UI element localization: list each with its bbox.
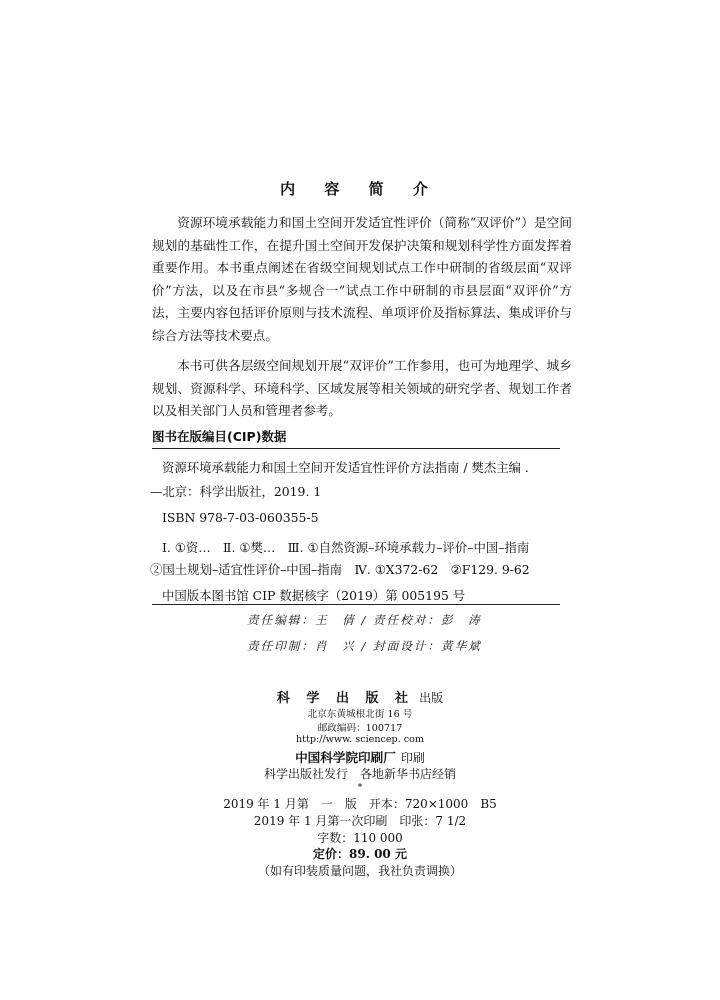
credits-printing-cover: 责任印制：肖 兴 / 封面设计：黄华斌 bbox=[247, 639, 482, 653]
colophon bbox=[0, 687, 720, 877]
publisher-url: http://www. sciencep. com bbox=[295, 734, 425, 745]
publisher-name: 科 学 出 版 社 bbox=[276, 691, 414, 706]
intro-body bbox=[152, 212, 572, 431]
cip-line-subject-2: ②国土规划–适宜性评价–中国–指南 Ⅳ. ①X372-62 ②F129. 9-62 bbox=[150, 562, 530, 577]
cip-line-title: 资源环境承载能力和国土空间开发适宜性评价方法指南 / 樊杰主编 . bbox=[162, 460, 529, 475]
cip-line-publisher: —北京：科学出版社，2019. 1 bbox=[150, 484, 322, 499]
intro-paragraph-1: 资源环境承载能力和国土空间开发适宜性评价（简称“双评价”）是空间规划的基础性工作，在提升国土空间开发保护决策和规划科学性方面发挥着重要作用。本书重点阐述在省级空间规划试点工作中研制的省级层面“双评价”方法，以及在市县“多规合一”试点工作中研制的市县层面“双评价”方法，主要内容包括评价原则与技术流程、单项评价及指标算法、集成评价与综合方法等技术要点。 bbox=[152, 215, 572, 343]
printer-line bbox=[0, 747, 720, 766]
quality-notice: （如有印装质量问题，我社负责调换） bbox=[257, 864, 462, 878]
printer-name: 中国科学院印刷厂 bbox=[295, 750, 396, 765]
publisher-address: 北京东黄城根北街 16 号 bbox=[307, 709, 413, 720]
cip-line-subject-1: Ⅰ. ①资… Ⅱ. ①樊… Ⅲ. ①自然资源–环境承载力–评价–中国–指南 bbox=[162, 540, 530, 555]
publisher-name-suffix: 出版 bbox=[419, 691, 444, 705]
cip-bottom-rule bbox=[152, 604, 560, 605]
printer-suffix: 印刷 bbox=[400, 751, 425, 765]
credits-editor-proofreader: 责任编辑：王 倩 / 责任校对：彭 涛 bbox=[247, 613, 482, 627]
cip-top-rule bbox=[152, 448, 560, 449]
publisher-line bbox=[0, 687, 720, 706]
intro-paragraph-2: 本书可供各层级空间规划开展“双评价”工作参用，也可为地理学、城乡规划、资源科学、环境科学、区域发展等相关领域的研究学者、规划工作者以及相关部门人员和管理者参考。 bbox=[152, 358, 572, 418]
price: 定价：89. 00 元 bbox=[313, 847, 407, 861]
edition-line: 2019 年 1 月第 一 版 开本：720×1000 B5 bbox=[223, 797, 497, 811]
separator-star: * bbox=[357, 782, 363, 793]
intro-title: 内 容 简 介 bbox=[280, 180, 440, 198]
cip-heading: 图书在版编目(CIP)数据 bbox=[152, 429, 287, 444]
word-count: 字数：110 000 bbox=[317, 831, 403, 845]
cip-line-cip-number: 中国版本图书馆 CIP 数据核字（2019）第 005195 号 bbox=[162, 588, 466, 603]
distribution-line: 科学出版社发行 各地新华书店经销 bbox=[263, 767, 456, 781]
cip-line-isbn: ISBN 978-7-03-060355-5 bbox=[162, 510, 319, 525]
publisher-postcode: 邮政编码：100717 bbox=[317, 723, 403, 734]
printing-line: 2019 年 1 月第一次印刷 印张：7 1/2 bbox=[253, 814, 467, 828]
